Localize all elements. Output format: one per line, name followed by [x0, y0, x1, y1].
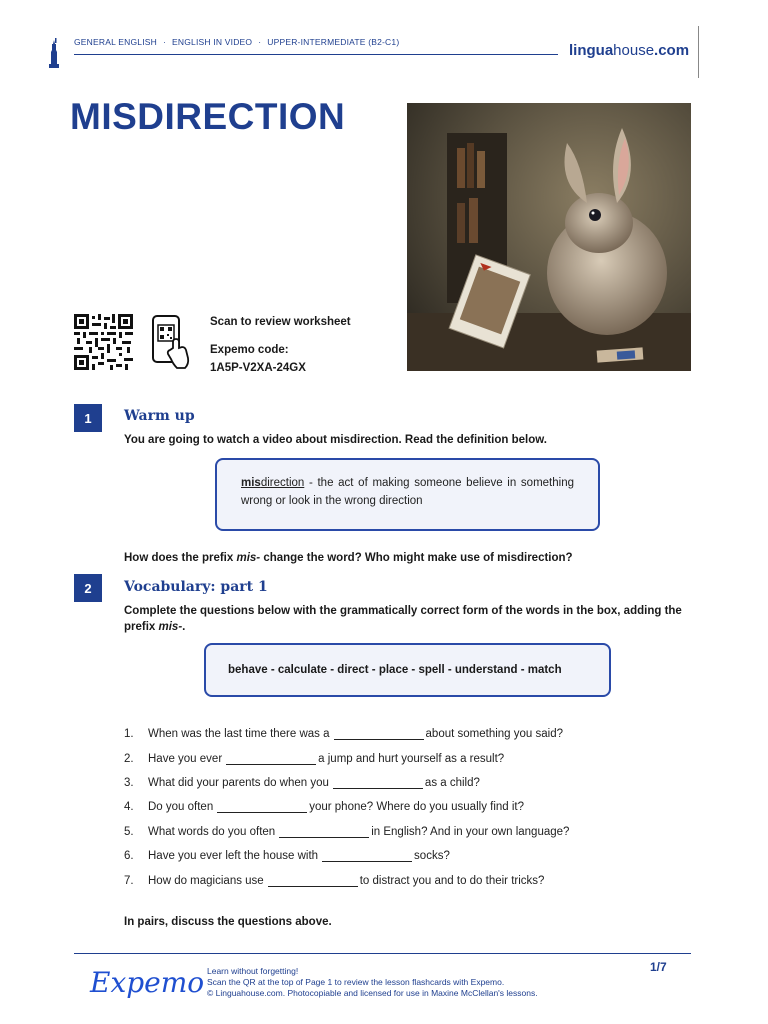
- list-item: [124, 868, 684, 892]
- brand-bold: lingua: [569, 42, 614, 59]
- word-box: behave - calculate - direct - place - spell - understand - match: [204, 643, 611, 697]
- question-part: How does the prefix: [124, 552, 237, 564]
- pairs-instruction: In pairs, discuss the questions above.: [124, 916, 332, 928]
- answer-blank[interactable]: [226, 753, 316, 765]
- crumb-separator: ·: [163, 37, 167, 47]
- question-text: socks?: [414, 850, 450, 863]
- header-rule: [74, 54, 558, 55]
- intro-part: .: [182, 621, 186, 633]
- list-item: [124, 795, 684, 819]
- qr-code-icon[interactable]: [74, 314, 133, 370]
- question-text: When was the last time there was a: [148, 728, 330, 741]
- page-number: 1/7: [650, 960, 667, 974]
- brand-light: house: [613, 42, 655, 59]
- answer-blank[interactable]: [268, 875, 358, 887]
- footer-tagline: Learn without forgetting!: [207, 966, 299, 976]
- intro-emphasis: mis-: [158, 621, 183, 633]
- question-number: 1.: [124, 728, 134, 741]
- expemo-logo[interactable]: Expemo: [90, 966, 205, 999]
- footer-rule: [74, 953, 691, 954]
- list-item: [124, 771, 684, 795]
- question-text: as a child?: [424, 776, 480, 789]
- expemo-code[interactable]: 1A5P-V2XA-24GX: [210, 362, 306, 374]
- list-item: [124, 746, 684, 770]
- question-number: 6.: [124, 850, 134, 863]
- question-text: about something you said?: [425, 728, 563, 741]
- list-item: [124, 820, 684, 844]
- crumb-separator: ·: [258, 37, 262, 47]
- crumb-english-in-video[interactable]: ENGLISH IN VIDEO: [172, 37, 253, 47]
- definition-text: - the act of making someone believe in something wrong or look in the wrong direction: [241, 477, 574, 507]
- footer-copyright: © Linguahouse.com. Photocopiable and licensed for use in Maxine McClellan's lessons.: [207, 988, 538, 998]
- question-part: change the word? Who might make use of misdirection?: [260, 552, 573, 564]
- answer-blank[interactable]: [333, 777, 423, 789]
- brand-tld: .com: [654, 42, 690, 59]
- question-number: 3.: [124, 776, 134, 789]
- page-title: MISDIRECTION: [70, 96, 346, 137]
- answer-blank[interactable]: [322, 850, 412, 862]
- warm-up-intro: You are going to watch a video about misdirection. Read the definition below.: [124, 434, 547, 446]
- question-text: How do magicians use: [148, 874, 264, 887]
- warm-up-question: [124, 550, 573, 566]
- question-number: 7.: [124, 874, 134, 887]
- breadcrumb: [74, 37, 399, 47]
- question-number: 4.: [124, 801, 134, 814]
- question-emphasis: mis-: [236, 552, 261, 564]
- question-number: 2.: [124, 752, 134, 765]
- footer-instruction: Scan the QR at the top of Page 1 to review the lesson flashcards with Expemo.: [207, 977, 505, 987]
- question-text: your phone? Where do you usually find it?: [309, 801, 525, 814]
- question-text: What did your parents do when you: [148, 776, 329, 789]
- list-item: [124, 722, 684, 746]
- scan-info: [210, 313, 351, 377]
- crumb-level[interactable]: UPPER-INTERMEDIATE (B2-C1): [267, 37, 400, 47]
- intro-part: Complete the questions below with the grammatically correct form of the words in the box, adding the prefix: [124, 605, 682, 633]
- answer-blank[interactable]: [217, 801, 307, 813]
- definition-box: [215, 458, 600, 531]
- definition-term-rest: direction: [260, 477, 305, 489]
- question-text: What words do you often: [148, 825, 276, 838]
- question-text: a jump and hurt yourself as a result?: [318, 752, 505, 765]
- section-number-1: 1: [74, 404, 102, 432]
- crumb-general-english[interactable]: GENERAL ENGLISH: [74, 37, 157, 47]
- question-list: [124, 722, 684, 893]
- answer-blank[interactable]: [279, 826, 369, 838]
- expemo-code-label: Expemo code:: [210, 344, 289, 356]
- question-text: Have you ever left the house with: [148, 850, 319, 863]
- phone-scan-icon: [151, 314, 191, 371]
- header-divider: [698, 26, 699, 78]
- list-item: [124, 844, 684, 868]
- footer-text: [207, 966, 538, 999]
- question-number: 5.: [124, 825, 134, 838]
- vocabulary-intro: [124, 603, 694, 635]
- section-heading-vocabulary: Vocabulary: part 1: [124, 579, 268, 595]
- answer-blank[interactable]: [334, 728, 424, 740]
- section-heading-warm-up: Warm up: [124, 408, 195, 424]
- rabbit-playing-card-photo: [407, 103, 691, 371]
- statue-of-liberty-icon: [47, 38, 61, 70]
- definition-term-prefix: mis: [241, 477, 261, 489]
- brand-logo[interactable]: [569, 42, 689, 59]
- section-number-2: 2: [74, 574, 102, 602]
- question-text: in English? And in your own language?: [371, 825, 570, 838]
- question-text: to distract you and to do their tricks?: [359, 874, 545, 887]
- question-text: Do you often: [148, 801, 214, 814]
- scan-line: Scan to review worksheet: [210, 316, 351, 328]
- question-text: Have you ever: [148, 752, 223, 765]
